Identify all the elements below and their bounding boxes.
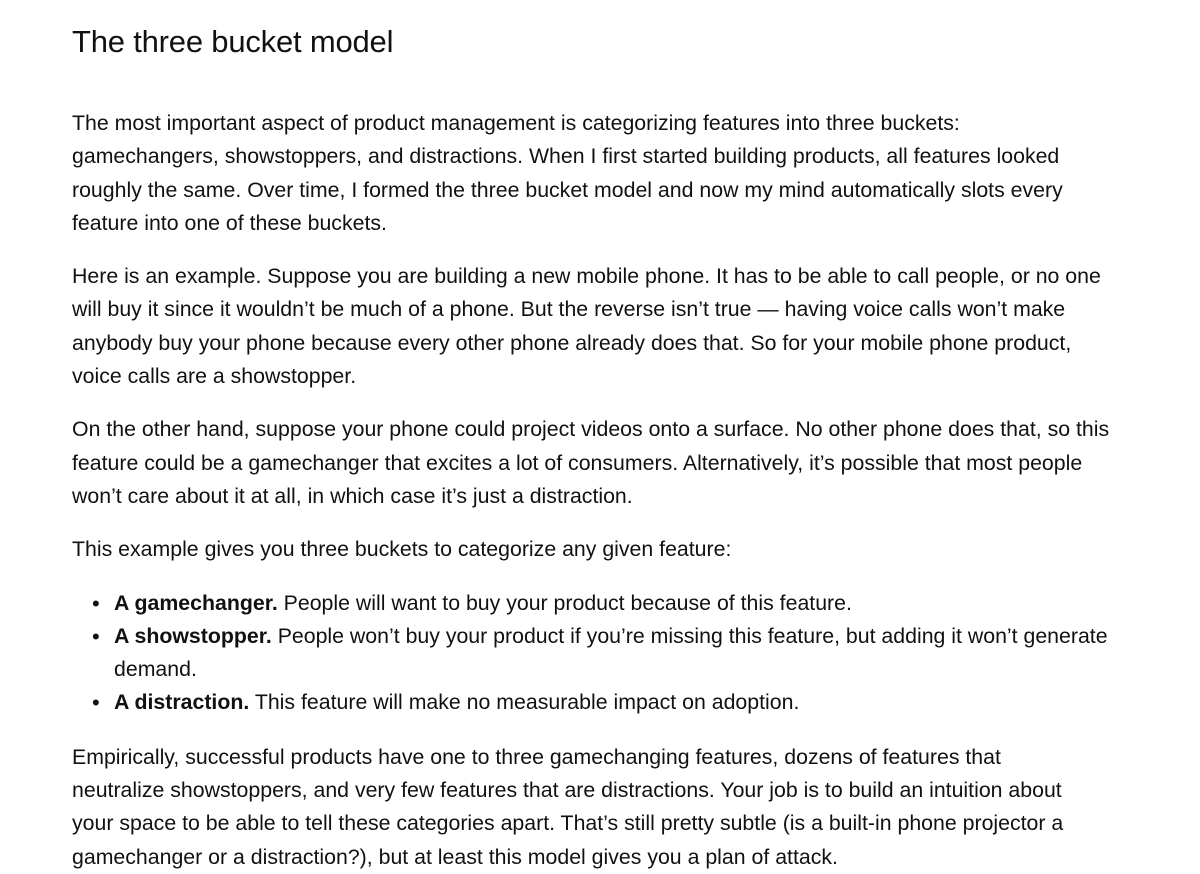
bullet-dot-icon: • <box>92 590 100 616</box>
projector-paragraph: On the other hand, suppose your phone could project videos onto a surface. No other phone does that, so this feature could be a gamechanger that excites a lot of consumers. Alternatively, it’s possible that most people won’t care about it at all, in which case it’s just a distraction. <box>72 417 1110 508</box>
example-paragraph: Here is an example. Suppose you are building a new mobile phone. It has to be able to call people, or no one will buy it since it wouldn’t be much of a phone. But the reverse isn’t true — having voice calls won’t make anybody buy your phone because every other phone already does that. So for your mobile phone product, voice calls are a showstopper. <box>72 264 1101 389</box>
bucket-term: A distraction. <box>114 690 250 715</box>
bullet-dot-icon: • <box>92 690 100 716</box>
conclusion-paragraph: Empirically, successful products have one to three gamechanging features, dozens of features that neutralize showstoppers, and very few features that are distractions. Your job is to build an intuition about your space to be able to tell these categories apart. That’s still pretty subtle (is a built-in phone projector a gamechanger or a distraction?), but at least this model gives you a plan of attack. <box>72 744 1064 869</box>
bucket-term: A showstopper. <box>114 623 272 648</box>
bucket-term: A gamechanger. <box>114 590 278 615</box>
bucket-gamechanger <box>92 587 1114 620</box>
bucket-list <box>72 587 1114 720</box>
buckets-intro-paragraph: This example gives you three buckets to categorize any given feature: <box>72 537 732 562</box>
bucket-description: People won’t buy your product if you’re missing this feature, but adding it won’t generate demand. <box>114 623 1108 682</box>
bucket-showstopper <box>92 620 1114 687</box>
bucket-description: People will want to buy your product because of this feature. <box>277 590 852 615</box>
intro-paragraph: The most important aspect of product management is categorizing features into three buckets: gamechangers, showstoppers, and distractions. When I first started building products, all features looked roughly the same. Over time, I formed the three bucket model and now my mind automatically slots every feature into one of these buckets. <box>72 111 1063 235</box>
bucket-distraction <box>92 686 1114 719</box>
bullet-dot-icon: • <box>92 623 100 649</box>
bucket-description: This feature will make no measurable impact on adoption. <box>249 690 800 715</box>
article-title: The three bucket model <box>72 24 394 59</box>
